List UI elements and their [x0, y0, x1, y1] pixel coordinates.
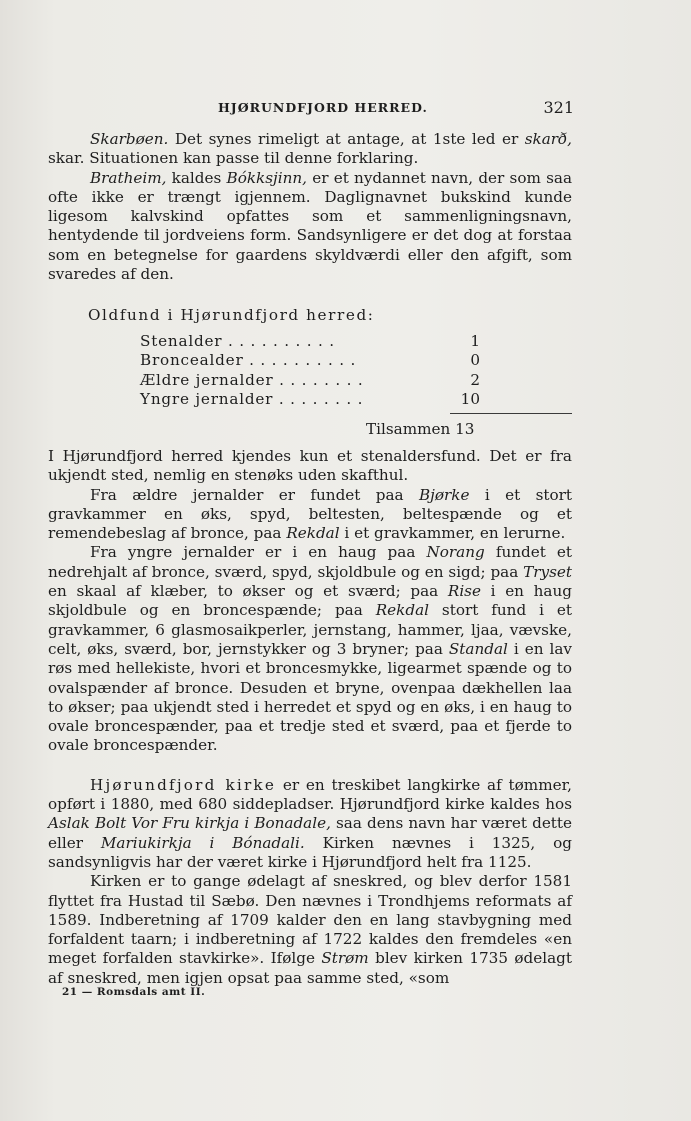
place-name: Rekdal: [286, 524, 340, 543]
text-run: saa dens navn har været dette eller: [48, 814, 572, 852]
text-run: i en lav røs med hellekiste, hvori et broncesmykke, ligearmet spænde og to ovalspænder af bronce. Desuden et bryne, ovenpaa dækhellen laa to økser; paa ukjendt sted i herredet et spyd og en øks, i en haug to ovale broncespænder, paa et tredje sted et sværd, paa et fjerde to ovale broncespænder.: [48, 639, 572, 755]
period-label: Stenalder . . . . . . . . . .: [140, 331, 335, 350]
section-lead: Hjørundfjord kirke: [90, 775, 277, 794]
find-count: 0: [470, 351, 480, 370]
table-row: [140, 332, 480, 352]
text-run: Fra ældre jernalder er fundet paa: [90, 485, 419, 504]
place-name: Skarbøen.: [90, 130, 169, 148]
sum-rule: [450, 413, 572, 414]
place-name: Bratheim,: [90, 168, 167, 187]
running-head: HJØRUNDFJORD HERRED.: [218, 100, 428, 115]
place-name: Norang: [426, 543, 485, 562]
body-text: [48, 130, 572, 988]
text-run: kaldes: [166, 168, 227, 187]
paragraph-kirke-history: [48, 872, 572, 988]
text-run: blev kirken 1735 ødelagt af sneskred, men igjen opsat paa samme sted, «som: [48, 949, 573, 987]
table-row: [140, 371, 480, 391]
period-label: Ældre jernalder . . . . . . . .: [140, 370, 364, 389]
paragraph-aeldre-jernalder: [48, 486, 572, 544]
period-label: Yngre jernalder . . . . . . . .: [140, 390, 364, 409]
find-count: 1: [470, 331, 480, 350]
place-name: Bjørke: [419, 485, 470, 504]
total-value: 13: [455, 419, 475, 438]
total-row: [48, 420, 572, 439]
find-count: 10: [460, 390, 480, 409]
text-run: Det synes rimeligt at antage, at 1ste led er: [168, 130, 525, 148]
church-name: Mariukirkja i Bónadali.: [100, 833, 305, 852]
place-name: Rekdal: [375, 601, 429, 620]
text-run: i et gravkammer, en lerurne.: [339, 524, 566, 543]
dialect-name: Bókksjinn,: [226, 168, 307, 187]
oldfund-table: [140, 332, 480, 414]
paragraph-skarboen: [48, 130, 572, 169]
text-run: fundet et nedrehjalt af bronce, sværd, spyd, skjoldbule og en sigd; paa: [48, 543, 572, 581]
text-run: Kirken nævnes i 1325, og sandsynligvis har der været kirke i Hjørundfjord helt fra 1125.: [48, 833, 573, 871]
total-label: Tilsammen: [366, 419, 451, 438]
period-label: Broncealder . . . . . . . . . .: [140, 351, 357, 370]
paragraph-bratheim: [48, 169, 572, 285]
page-header: [48, 98, 574, 120]
text-run: Kirken er to gange ødelagt af sneskred, og blev derfor 1581 flyttet fra Hustad til Sæbø. Den nævnes i Trondhjems reformats af 1589. Indberetning af 1709 kalder den en lang stavbygning med forfaldent taarn; i indberetning af 1722 kaldes den fremdeles «en meget forfalden stavkirke». Ifølge: [48, 872, 572, 968]
find-count: 2: [470, 370, 480, 389]
paragraph-kirke: [48, 776, 572, 872]
signature-mark: 21 — Romsdals amt II.: [62, 986, 206, 998]
oldfund-heading: Oldfund i Hjørundfjord herred:: [88, 306, 375, 325]
text-run: i en haug skjoldbule og en broncespænde; paa: [48, 582, 572, 620]
text-run: Fra yngre jernalder er i en haug paa: [90, 543, 427, 562]
place-name: Tryset: [523, 562, 572, 581]
text-run: er en treskibet langkirke af tømmer, opført i 1880, med 680 siddepladser. Hjørundfjord kirke kaldes hos: [48, 775, 572, 814]
text-run: en skaal af klæber, to økser og et sværd; paa: [48, 582, 448, 601]
table-row: [140, 390, 480, 410]
text-run: er et nydannet navn, der som saa ofte ikke er trængt igjennem. Daglignavnet bukskind kunde ligesom kalvskind opfattes som et sammenligningsnavn, hentydende til jordveiens form. Sandsynligere er det dog at forstaa som en betegnelse for gaardens skyldværdi eller den afgift, som svaredes af den.: [48, 168, 572, 284]
paragraph-stenalder: [48, 447, 572, 486]
paragraph-yngre-jernalder: [48, 543, 572, 755]
source-name: Aslak Bolt Vor Fru kirkja i Bonadale,: [48, 814, 331, 833]
text-run: i et stort gravkammer en øks, spyd, beltesten, beltespænde og et remendebeslag af bronce, paa: [48, 485, 572, 543]
place-name: Standal: [448, 639, 508, 658]
author-name: Strøm: [321, 949, 369, 968]
place-name: Rise: [447, 582, 481, 601]
text-run: I Hjørundfjord herred kjendes kun et stenaldersfund. Det er fra ukjendt sted, nemlig en stenøks uden skafthul.: [48, 446, 572, 485]
text-run: skar. Situationen kan passe til denne forklaring.: [48, 149, 419, 168]
table-row: [140, 351, 480, 371]
page-number: 321: [543, 98, 574, 117]
text-run: stort fund i et gravkammer, 6 glasmosaikperler, jernstang, hammer, ljaa, vævske, celt, øks, sværd, bor, jernstykker og 3 bryner; paa: [48, 601, 572, 658]
old-norse-word: skarð,: [524, 130, 572, 148]
